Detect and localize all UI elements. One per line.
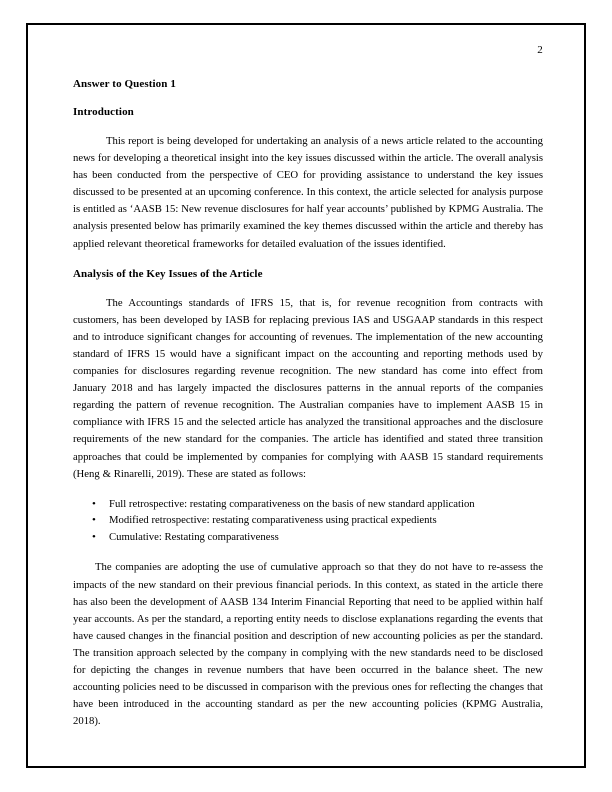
paragraph-final: The companies are adopting the use of cumulative approach so that they do not have to re-assess the impacts of the new standard on their previous financial periods. In this context, as stated in the article there has also been the development of AASB 134 Interim Financial Reporting that need to be applied within half year accounts. As per the standard, a reporting entity needs to disclose explanations regarding the events that have caused changes in the financial position and description of new accounting policies as per the standard. The transition approach selected by the company in complying with the new standards need to be disclosed for depicting the changes in revenue numbers that have been occurred in the balance sheet. The new accounting policies need to be discussed in comparison with the previous ones for reflecting the changes that have been introduced in the accounting standard as per the new accounting policies (KPMG Australia, 2018).: [73, 561, 543, 728]
paragraph-analysis: The Accountings standards of IFRS 15, that is, for revenue recognition from contracts with customers, has been developed by IASB for replacing previous IAS and USGAAP standards in this respect and to introduce significant changes for accounting of revenues. The implementation of the new accounting standard of IFRS 15 would have a significant impact on the accounting and reporting methods used by companies for disclosures regarding revenue recognition. The new standard has come into effect from January 2018 and has largely impacted the disclosures patterns in the annual reports of the companies regarding the pattern of revenue recognition. The Australian companies have to implement AASB 15 in compliance with IFRS 15 and the selected article has analyzed the transitional approaches and the disclosure requirements of the new standard for the companies. The article has identified and stated three transition approaches that could be implemented by companies for complying with AASB 15 standard requirements (Heng & Rinarelli, 2019). These are stated as follows:: [73, 296, 543, 480]
page-number: 2: [537, 44, 543, 56]
list-item: [73, 512, 543, 529]
heading-analysis-of-key-issues: Analysis of the Key Issues of the Article: [73, 267, 263, 280]
bullet-icon: •: [92, 514, 96, 527]
list-item-label: Cumulative: Restating comparativeness: [109, 530, 279, 543]
bullet-icon: •: [92, 497, 96, 510]
document-content: [73, 35, 543, 730]
heading-answer-to-question: Answer to Question 1: [73, 78, 176, 90]
list-item-label: Full retrospective: restating comparativeness on the basis of new standard application: [109, 497, 475, 510]
heading-introduction: Introduction: [73, 106, 134, 118]
list-item-label: Modified retrospective: restating comparativeness using practical expedients: [109, 514, 437, 527]
paragraph-introduction: This report is being developed for undertaking an analysis of a news article related to the accounting news for developing a theoretical insight into the key issues discussed within the article. The overall analysis has been conducted from the perspective of CEO for providing assistance to understand the key issues discussed to be presented at an upcoming conference. In this context, the article selected for analysis purpose is entitled as ‘AASB 15: New revenue disclosures for half year accounts’ published by KPMG Australia. The analysis presented below has primarily examined the key themes discussed within the article and thereby has applied relevant theoretical frameworks for detailed evaluation of the issues identified.: [73, 135, 543, 250]
page-border-frame: [26, 23, 586, 768]
bullet-icon: •: [92, 530, 96, 543]
list-item: [73, 529, 543, 546]
list-item: [73, 496, 543, 513]
transition-approaches-list: [73, 483, 543, 546]
